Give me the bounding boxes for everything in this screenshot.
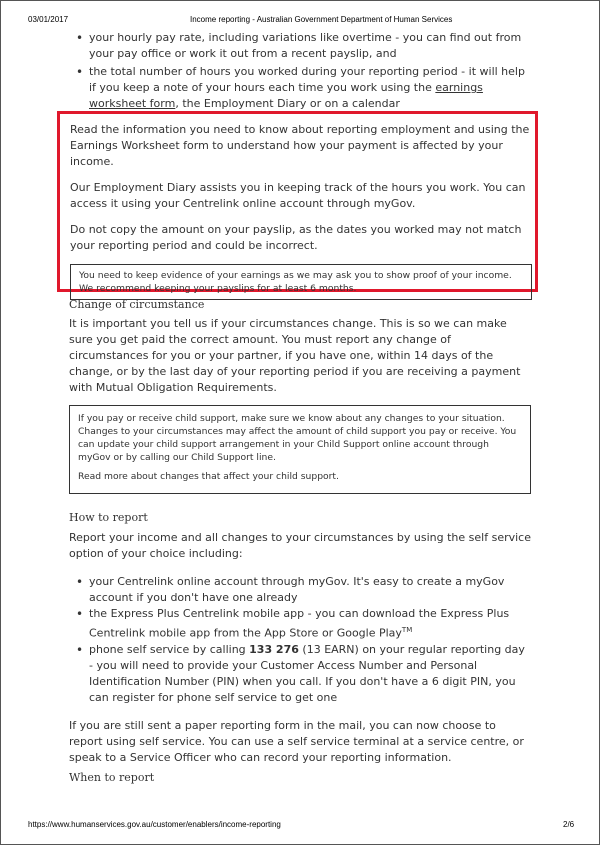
paragraph: If you are still sent a paper reporting form in the mail, you can now choose to report using self service. You can use a self service terminal at a service centre, or speak to a Service Officer who can record your reporting information.	[69, 718, 524, 764]
list-item: • your hourly pay rate, including variations like overtime - you can find out from your pay office or work it out from a recent payslip, and	[89, 30, 531, 62]
express-plus-app-link[interactable]: Express Plus Centrelink mobile app	[110, 607, 305, 620]
change-section	[69, 316, 531, 396]
print-title: Income reporting - Australian Government Department of Human Services	[190, 15, 453, 24]
child-support-account-link[interactable]: Child Support online account	[317, 439, 450, 450]
reporting-employment-info-link[interactable]: information you need to know about reporting employment and using the Earnings Worksheet form	[70, 123, 530, 152]
child-support-changes-link[interactable]: changes that affect your child support	[160, 471, 337, 482]
how-heading: How to report	[69, 511, 148, 524]
evidence-notice: You need to keep evidence of your earnings as we may ask you to show proof of your income. We recommend keeping your payslips for at least 6 months.	[70, 264, 532, 300]
page-number: 2/6	[563, 820, 575, 829]
paragraph: Do not copy the amount on your payslip, as the dates you worked may not match your reporting period and could be incorrect.	[70, 223, 522, 252]
list-item: • your Centrelink online account through myGov. It's easy to create a myGov account if you don't have one already	[89, 574, 531, 606]
print-url: https://www.humanservices.gov.au/customer/enablers/income-reporting	[28, 820, 281, 829]
change-heading: Change of circumstance	[69, 298, 205, 311]
print-date: 03/01/2017	[28, 15, 69, 24]
how-section	[69, 530, 531, 766]
mygov-link[interactable]: myGov	[78, 452, 111, 463]
earnings-worksheet-link[interactable]: earnings worksheet form	[89, 81, 483, 110]
child-support-box	[69, 405, 531, 494]
paragraph: It is important you tell us if your circumstances change. This is so we can make sure you get paid the correct amount. You must report any change of circumstances for you or your partner, if you have one, within 14 days of the change, or by the last day of your reporting period if you are receiving a payment with Mutual Obligation Requirements.	[69, 317, 521, 394]
paragraph: Read more about changes that affect your child support.	[78, 471, 339, 482]
mygov-link[interactable]: myGov	[308, 575, 347, 588]
paragraph: Our Employment Diary assists you in keeping track of the hours you work. You can access it using your Centrelink online account through myGov.	[70, 181, 526, 210]
change-of-circumstances-link[interactable]: change of circumstances	[69, 333, 451, 362]
list-item: • phone self service by calling 133 276 (13 EARN) on your regular reporting day - you will need to provide your Customer Access Number and Personal Identification Number (PIN) when you call. If you don't have a 6 digit PIN, you can register for phone self service to get one	[89, 642, 531, 706]
list-item: • the Express Plus Centrelink mobile app - you can download the Express Plus Centrelink mobile app from the App Store or Google Play™	[89, 606, 531, 642]
list-item: • the total number of hours you worked during your reporting period - it will help if you keep a note of your hours each time you work using the earnings worksheet form, the Employment Diary or on a calendar	[89, 64, 531, 112]
centrelink-account-link[interactable]: Centrelink online account	[117, 575, 258, 588]
service-centre-link[interactable]: service centre	[427, 734, 506, 748]
when-heading: When to report	[69, 771, 155, 784]
top-bullets	[69, 30, 531, 112]
centrelink-account-link[interactable]: Centrelink online account	[182, 197, 324, 210]
phone-self-service-link[interactable]: phone self service	[176, 690, 278, 704]
highlight-box	[57, 111, 538, 292]
paragraph: Report your income and all changes to your circumstances by using the self service option of your choice including:	[69, 531, 531, 560]
mygov-link[interactable]: myGov	[373, 197, 412, 210]
paragraph: Read the information you need to know about reporting employment and using the Earnings Worksheet form to understand how your payment is affected by your income.	[70, 123, 530, 168]
paragraph: If you pay or receive child support, make sure we know about any changes to your situation. Changes to your circumstances may affect the amount of child support you pay or receive. You can update your child support arrangement in your Child Support online account through myGov or by calling our Child Support line.	[78, 413, 517, 463]
child-support-link[interactable]: Child Support	[191, 452, 254, 463]
